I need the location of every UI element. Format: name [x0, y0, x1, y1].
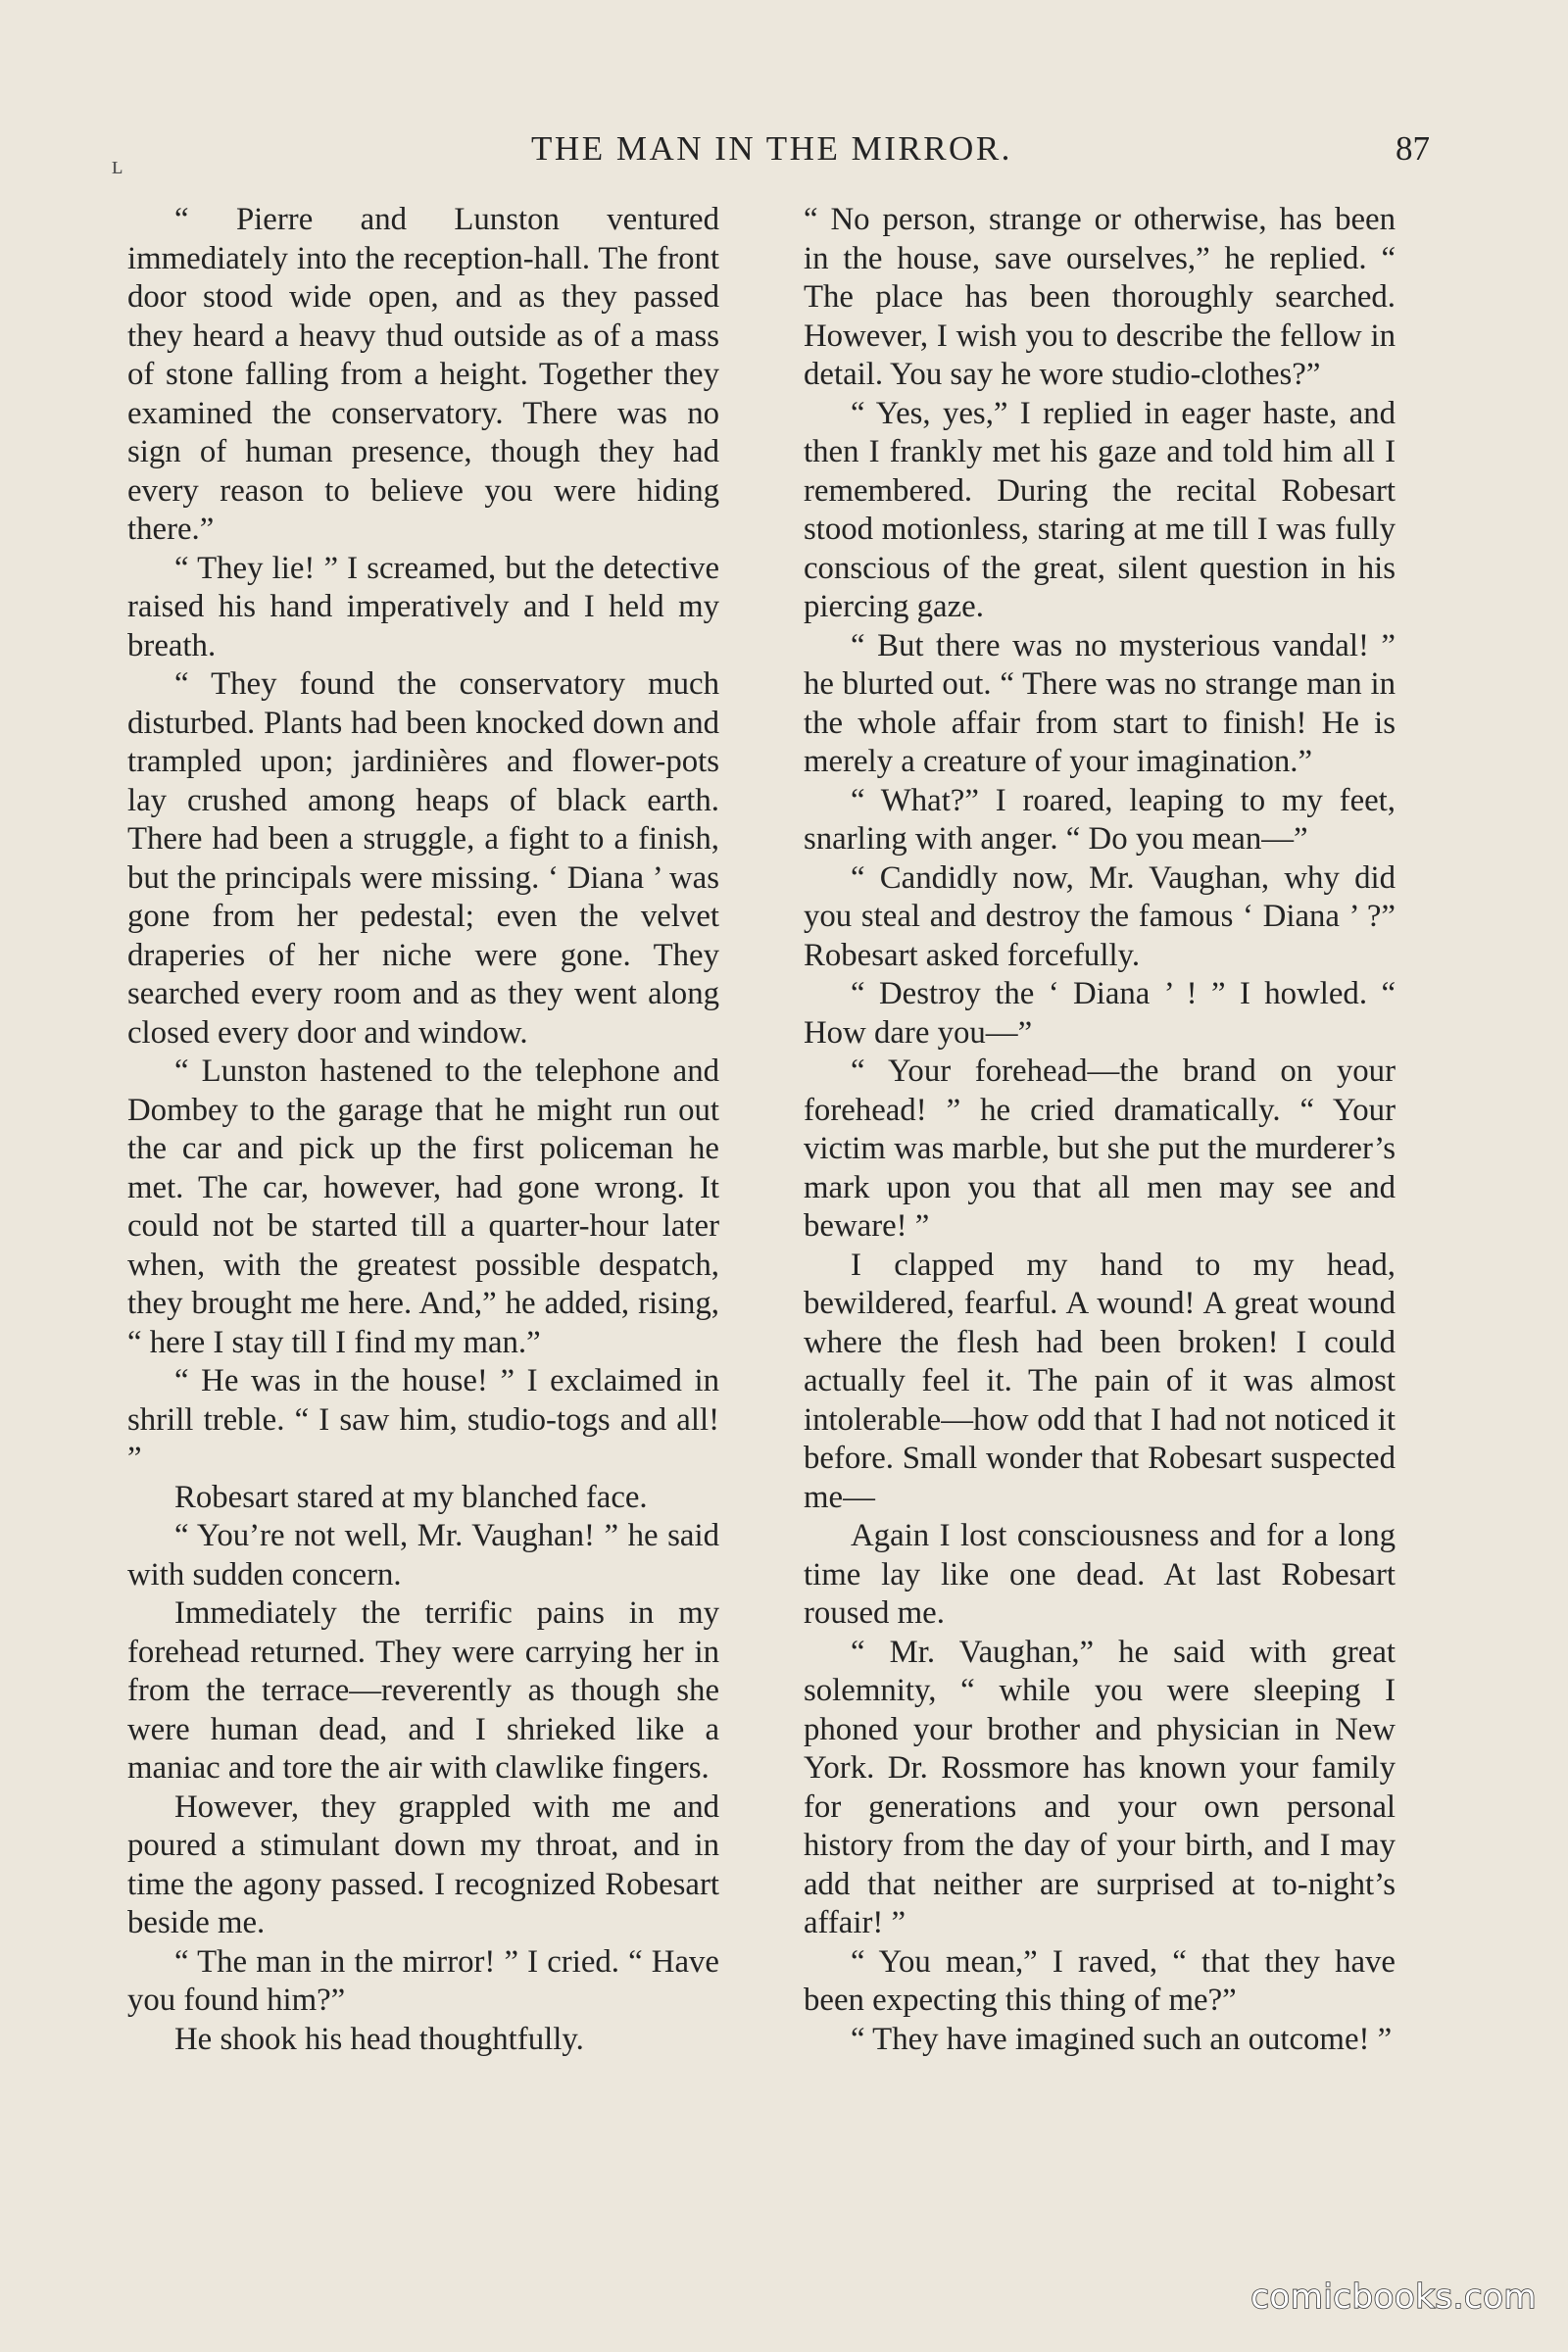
paragraph: “ Yes, yes,” I replied in eager haste, and then I frankly met his gaze and told him all I remembered. During the recital Robesart stood motionless, staring at me till I was fully conscious of the great, silent question in his piercing gaze.: [804, 395, 1396, 624]
paragraph: “ Candidly now, Mr. Vaughan, why did you steal and destroy the famous ‘ Diana ’ ?” Robesart asked forcefully.: [804, 859, 1396, 973]
running-title: THE MAN IN THE MIRROR.: [531, 129, 1012, 168]
paragraph: “ Mr. Vaughan,” he said with great solemnity, “ while you were sleeping I phoned your brother and physician in New York. Dr. Rossmore has known your family for generations and your own personal history from the day of your birth, and I may add that neither are surprised at to-night’s affair! ”: [804, 1634, 1396, 1940]
paragraph: “ Destroy the ‘ Diana ’ ! ” I howled. “ How dare you—”: [804, 976, 1396, 1051]
paragraph: “ Pierre and Lunston ventured immediately into the reception-hall. The front door stood wide open, and as they passed they heard a heavy thud outside as of a mass of stone falling from a height. Together they examined the conservatory. There was no sign of human presence, though they had every reason to believe you were hiding there.”: [127, 202, 719, 547]
paragraph: I clapped my hand to my head, bewildered, fearful. A wound! A great wound where the flesh had been broken! I could actually feel it. The pain of it was almost intolerable—how odd that I had not noticed it before. Small wonder that Robesart suspected me—: [804, 1247, 1396, 1515]
running-header: [108, 129, 1436, 178]
paragraph: “ You’re not well, Mr. Vaughan! ” he said with sudden concern.: [127, 1518, 719, 1592]
paragraph: “ They lie! ” I screamed, but the detective raised his hand imperatively and I held my breath.: [127, 550, 719, 663]
paragraph: “ He was in the house! ” I exclaimed in shrill treble. “ I saw him, studio-togs and all! ”: [127, 1363, 719, 1476]
paragraph: Robesart stared at my blanched face.: [174, 1479, 648, 1515]
paragraph: He shook his head thoughtfully.: [174, 2021, 584, 2057]
paragraph: “ No person, strange or otherwise, has been in the house, save ourselves,” he replied. “ The place has been thoroughly searched. However, I wish you to describe the fellow in detail. You say he wore studio-clothes?”: [804, 202, 1396, 392]
watermark: comicbooks.com: [1250, 2278, 1537, 2317]
paragraph: “ The man in the mirror! ” I cried. “ Have you found him?”: [127, 1943, 719, 2018]
paragraph: “ Your forehead—the brand on your forehead! ” he cried dramatically. “ Your victim was marble, but she put the murderer’s mark upon you that all men may see and beware! ”: [804, 1054, 1396, 1244]
paragraph: “ They found the conservatory much disturbed. Plants had been knocked down and trampled upon; jardinières and flower-pots lay crushed among heaps of black earth. There had been a struggle, a fight to a finish, but the principals were missing. ‘ Diana ’ was gone from her pedestal; even the velvet draperies of her niche were gone. They searched every room and as they went along closed every door and window.: [127, 666, 719, 1051]
right-column: [804, 201, 1396, 2059]
left-column: [127, 201, 719, 2059]
paragraph: “ But there was no mysterious vandal! ” he blurted out. “ There was no strange man in the whole affair from start to finish! He is merely a creature of your imagination.”: [804, 627, 1396, 779]
margin-mark: ʟ: [112, 151, 123, 179]
paragraph: “ They have imagined such an outcome! ”: [851, 2021, 1393, 2057]
paragraph: “ Lunston hastened to the telephone and Dombey to the garage that he might run out the car and pick up the first policeman he met. The car, however, had gone wrong. It could not be started till a quarter-hour later when, with the greatest possible despatch, they brought me here. And,” he added, rising, “ here I stay till I find my man.”: [127, 1054, 719, 1360]
paragraph: “ You mean,” I raved, “ that they have been expecting this thing of me?”: [804, 1943, 1396, 2018]
page-number: 87: [1396, 129, 1430, 168]
paragraph: Again I lost consciousness and for a long time lay like one dead. At last Robesart roused me.: [804, 1518, 1396, 1631]
paragraph: Immediately the terrific pains in my forehead returned. They were carrying her in from the terrace—reverently as though she were human dead, and I shrieked like a maniac and tore the air with clawlike fingers.: [127, 1595, 719, 1786]
paragraph: “ What?” I roared, leaping to my feet, snarling with anger. “ Do you mean—”: [804, 782, 1396, 857]
paragraph: However, they grappled with me and poured a stimulant down my throat, and in time the agony passed. I recognized Robesart beside me.: [127, 1788, 719, 1940]
